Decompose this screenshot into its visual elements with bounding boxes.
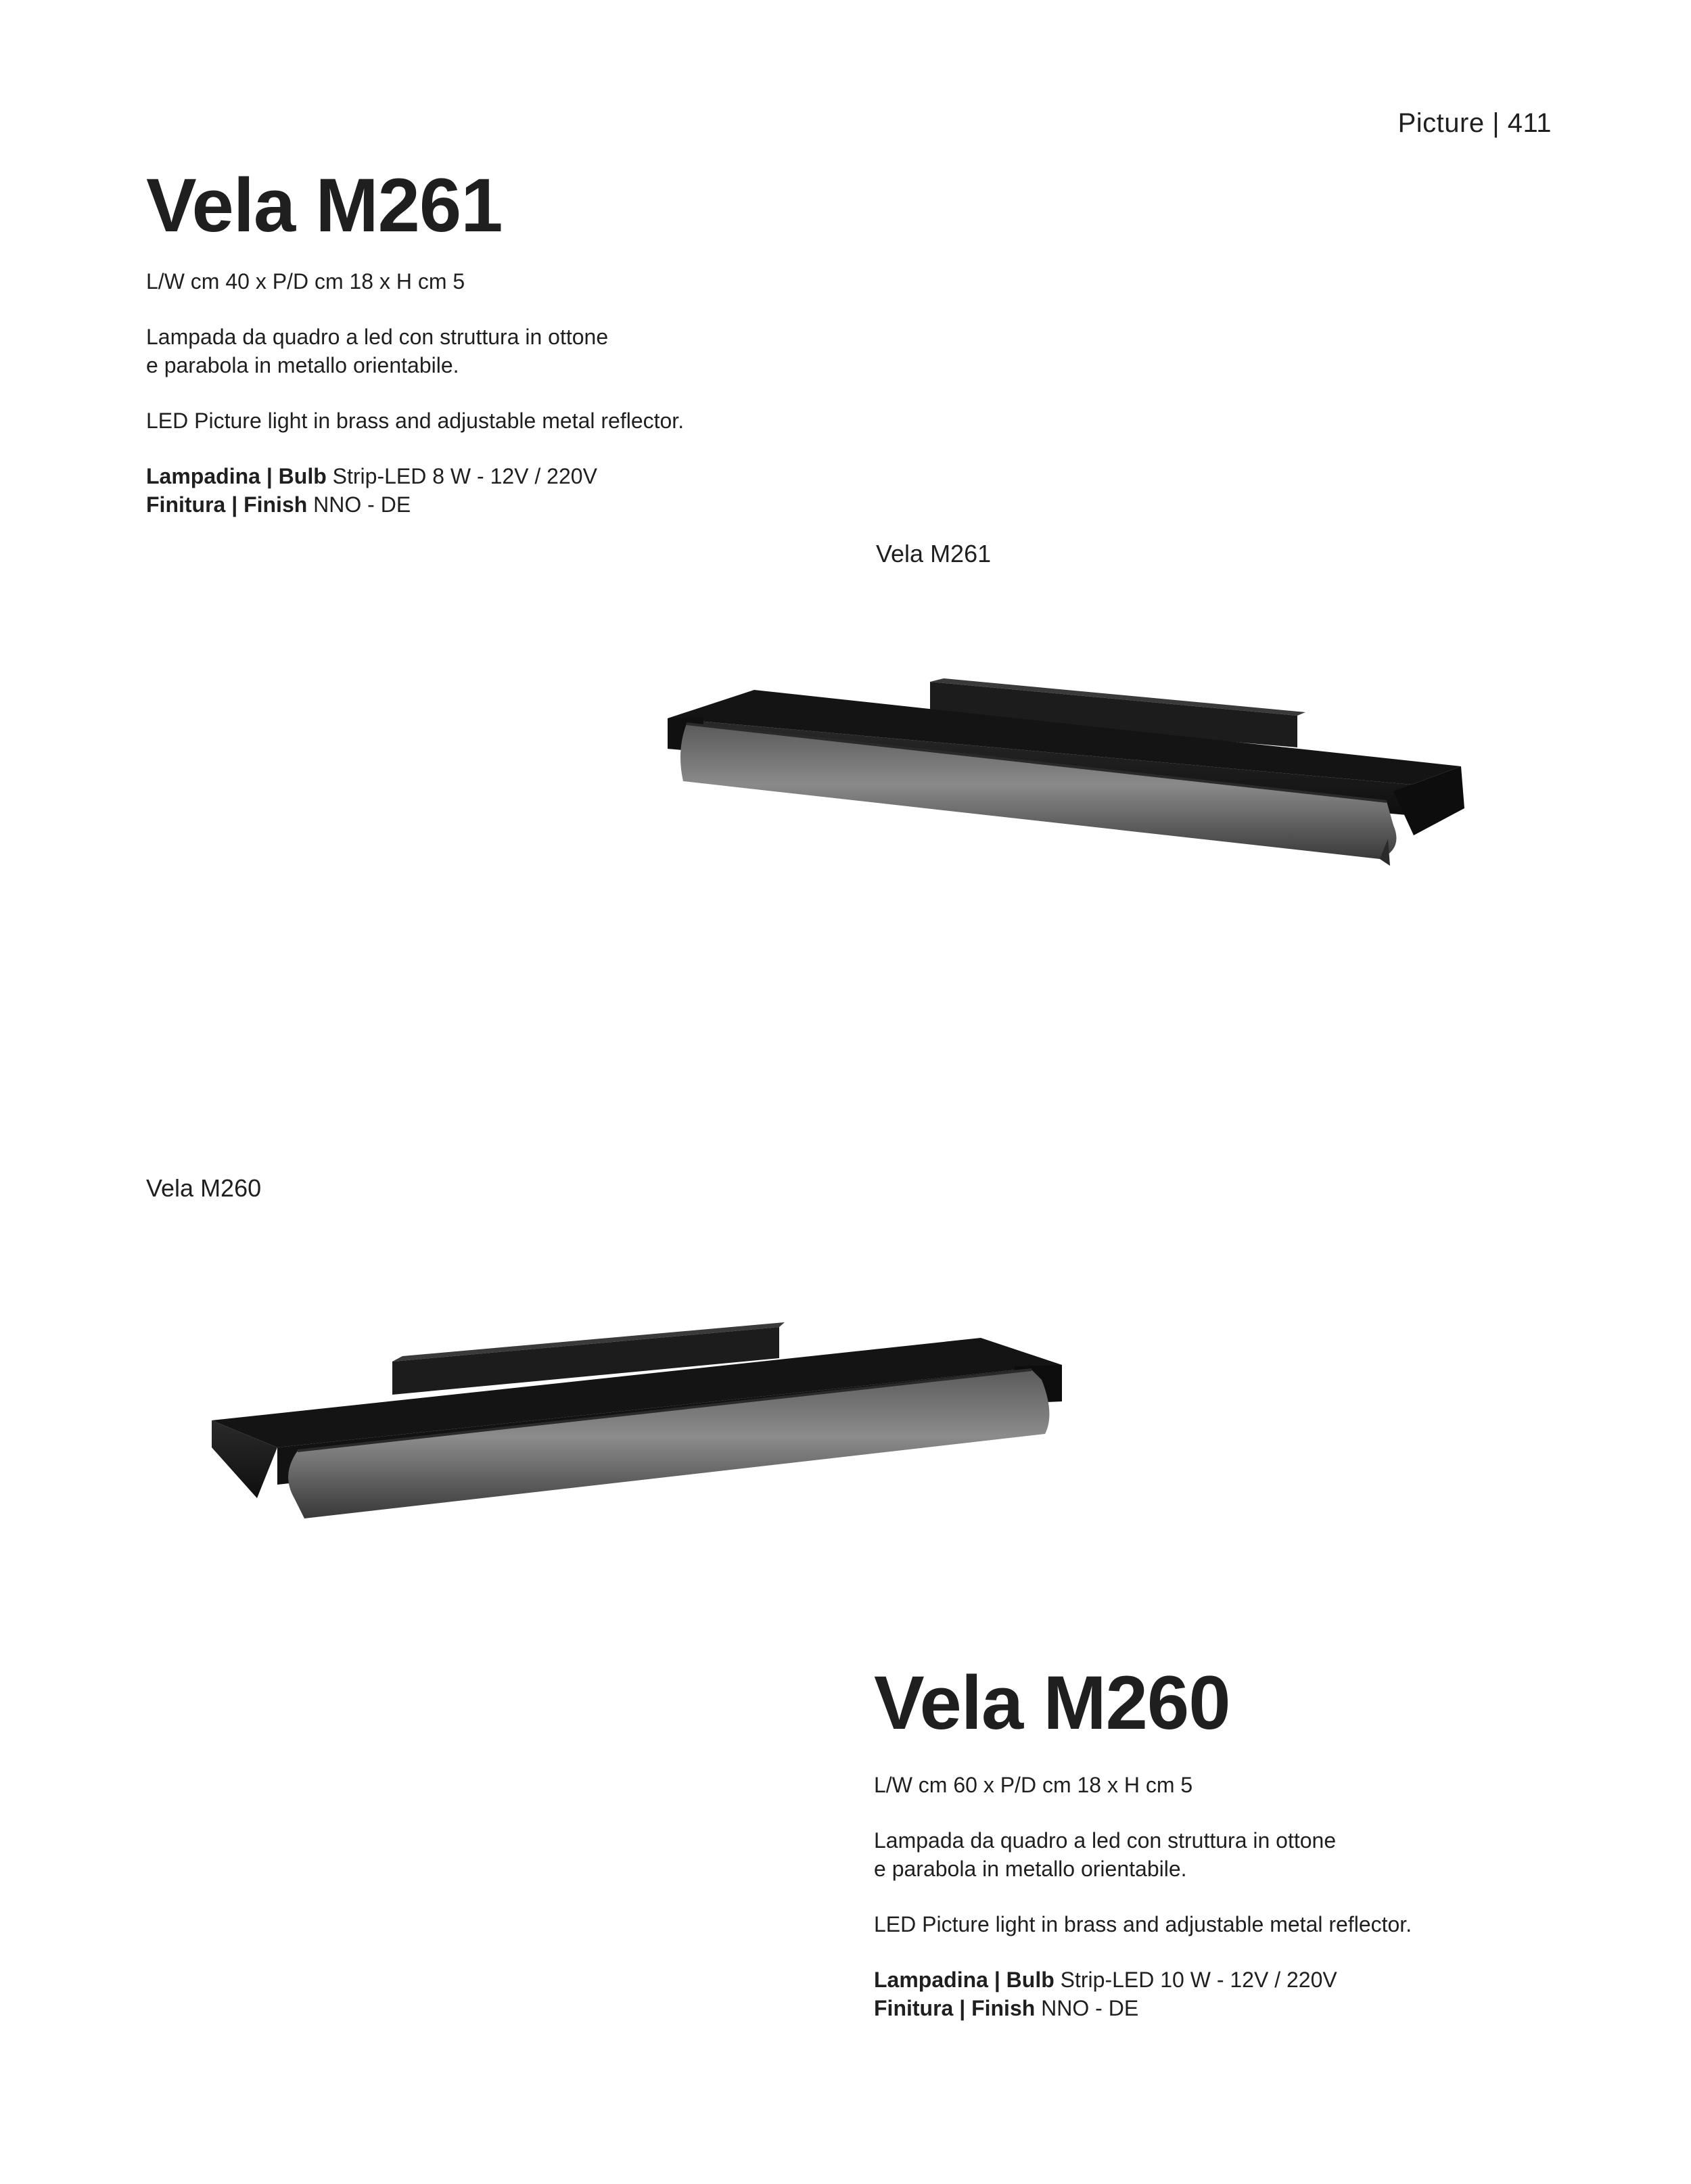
finish-value: NNO - DE [313,492,411,517]
description-en: LED Picture light in brass and adjustable metal reflector. [874,1912,1412,1936]
description-it-line-1: Lampada da quadro a led con struttura in ottone [874,1828,1337,1853]
product-dimensions: L/W cm 60 x P/D cm 18 x H cm 5 [874,1773,1193,1797]
bulb-value: Strip-LED 10 W - 12V / 220V [1060,1968,1337,1992]
finish-label: Finitura | Finish [874,1996,1036,2020]
product-dimensions: L/W cm 40 x P/D cm 18 x H cm 5 [146,269,465,294]
bulb-spec [874,1966,1550,1994]
bulb-value: Strip-LED 8 W - 12V / 220V [332,464,597,488]
bulb-spec [146,462,823,490]
description-it-line-2: e parabola in metallo orientabile. [874,1857,1187,1881]
description-it-line-2: e parabola in metallo orientabile. [146,353,459,377]
finish-value: NNO - DE [1041,1996,1139,2020]
image-caption: Vela M261 [876,540,992,567]
bulb-label: Lampadina | Bulb [874,1968,1055,1992]
product-specs [146,267,823,519]
product-image-m261 [663,676,1475,879]
bulb-label: Lampadina | Bulb [146,464,327,488]
product-title: Vela M261 [146,163,503,248]
image-caption: Vela M260 [146,1174,262,1202]
product-image-m260 [203,1316,1082,1532]
product-title: Vela M260 [874,1660,1230,1745]
description-en: LED Picture light in brass and adjustable metal reflector. [146,409,685,433]
finish-label: Finitura | Finish [146,492,308,517]
page-label: Picture | 411 [1397,108,1552,138]
finish-spec [874,1994,1550,2022]
finish-spec [146,490,823,519]
product-specs [874,1771,1550,2022]
description-it-line-1: Lampada da quadro a led con struttura in ottone [146,325,609,349]
